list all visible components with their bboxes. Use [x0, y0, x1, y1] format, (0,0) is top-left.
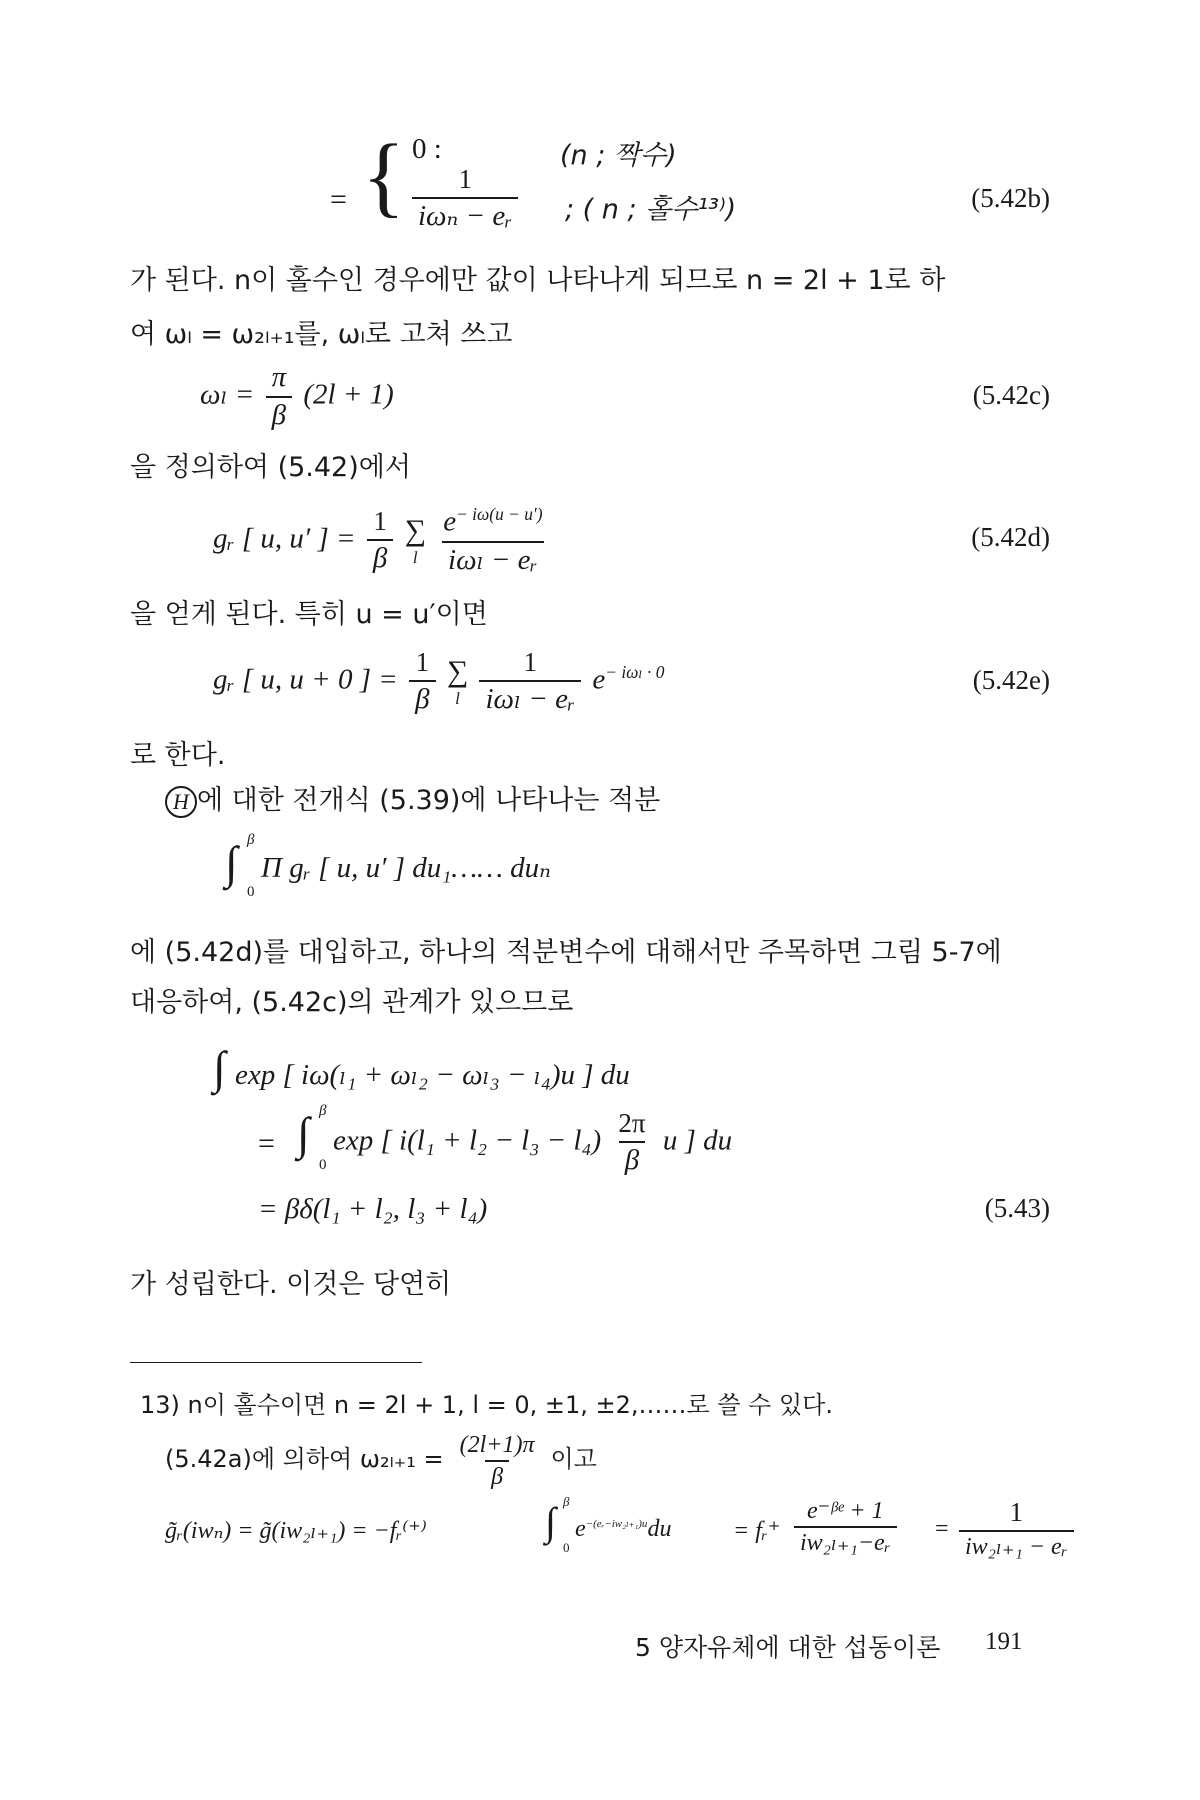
- eq-5-42d-exponent: − iω(u − u′): [456, 504, 543, 524]
- case-odd-denominator: iωₙ − eᵣ: [412, 197, 518, 233]
- paragraph-3: 을 얻게 된다. 특히 u = u′이면: [130, 599, 488, 630]
- eq-5-42d-numerator: $e^{- i\omega(u - u')}$: [443, 504, 543, 538]
- integral-body: Π gᵣ [ u, u′ ] du₁…… duₙ: [261, 852, 551, 884]
- paragraph-1-line-1: 가 된다. n이 홀수인 경우에만 값이 나타나게 되므로 n = 2l + 1로 하: [130, 265, 946, 296]
- paragraph-7: 가 성립한다. 이것은 당연히: [130, 1269, 452, 1300]
- sum-index: l: [455, 688, 460, 708]
- integral-upper-limit: β: [247, 832, 255, 848]
- eq-5-43-line-1: exp [ iω(ₗ₁ + ωₗ₂ − ωₗ₃ − ₗ₄)u ] du: [235, 1059, 630, 1091]
- sum-sign: ∑: [446, 654, 469, 688]
- integral-lower-limit: 0: [247, 884, 255, 900]
- footnote-fraction-2: $\frac{1}{\text{iw₂ₗ₊₁ − eᵣ}}$: [955, 1498, 1078, 1560]
- integral-block: [225, 832, 645, 912]
- sum-index: l: [412, 547, 418, 567]
- case-odd-fraction: [408, 165, 522, 233]
- paragraph-5: H 에 대한 전개식 (5.39)에 나타나는 적분: [165, 778, 660, 818]
- eq-5-42c: [200, 362, 394, 432]
- eq-5-42e: [213, 648, 664, 716]
- eq-5-43-two-pi: 2π: [618, 1108, 646, 1138]
- footnote-line-2-post: 이고: [550, 1444, 597, 1473]
- eq-5-42e-tail: e: [592, 663, 606, 696]
- eq-number-5-42e: (5.42e): [972, 665, 1050, 695]
- page-number: 191: [985, 1628, 1023, 1655]
- footnote-int-body: $e^{-(eᵣ-iw_{2l+1})u}du$: [575, 1516, 672, 1542]
- footnote-line-2: [165, 1432, 597, 1491]
- footnote-separator: [130, 1362, 422, 1363]
- eq-5-43-line-3: = βδ(l₁ + l₂, l₃ + l₄): [258, 1193, 488, 1225]
- integral-sign: ∫: [297, 1108, 310, 1159]
- footnote-int-lower: 0: [563, 1540, 570, 1555]
- eq-5-43-upper-limit: β: [319, 1103, 327, 1119]
- eq-5-42d-beta: β: [367, 539, 393, 575]
- paragraph-2: 을 정의하여 (5.42)에서: [130, 452, 411, 483]
- eq-number-5-42c: (5.42c): [972, 380, 1050, 410]
- footnote-line-3: [165, 1494, 1068, 1568]
- eq-5-42e-beta: β: [409, 680, 435, 716]
- chapter-title-footer: 5 양자유체에 대한 섭동이론: [635, 1633, 941, 1662]
- eq-5-42d: [213, 505, 553, 576]
- eq-5-42d-denominator: iωₗ − eᵣ: [442, 541, 544, 577]
- footnote-fraction-1: $\frac{\text{e⁻ᵝᵉ + 1}}{\text{iw₂ₗ₊₁−eᵣ}}$: [790, 1498, 901, 1557]
- eq-number-5-43: (5.43): [984, 1193, 1050, 1223]
- eq-5-42d-lhs: gᵣ [ u, u′ ] =: [213, 522, 356, 555]
- paragraph-4: 로 한다.: [130, 740, 226, 771]
- eq-number-5-42d: (5.42d): [971, 522, 1050, 552]
- eq-number-5-42b: (5.42b): [971, 183, 1050, 213]
- integral-sign: ∫: [213, 1042, 226, 1093]
- footnote-line-2-pre: (5.42a)에 의하여 ω₂ₗ₊₁ =: [165, 1444, 444, 1473]
- eq-5-43-lower-limit: 0: [319, 1157, 327, 1173]
- eq-5-42b: [320, 125, 760, 240]
- eq-5-42e-lhs: gᵣ [ u, u + 0 ] =: [213, 663, 398, 696]
- eq-5-42c-rhs: (2l + 1): [303, 378, 394, 411]
- footnote-mid: = fᵣ⁺: [733, 1518, 781, 1544]
- footnote-line-3-lhs: g̃ᵣ(iwₙ) = g̃(iw₂ₗ₊₁) = −fᵣ⁽⁺⁾: [165, 1518, 427, 1544]
- sum-sign: ∑: [404, 513, 426, 547]
- integral-sign: ∫: [225, 837, 238, 888]
- eq-5-42c-beta: β: [266, 396, 292, 432]
- footnote-int-upper: β: [563, 1494, 570, 1509]
- eq-5-43: [213, 1042, 813, 1235]
- paragraph-6-line-1: 에 (5.42d)를 대입하고, 하나의 적분변수에 대해서만 주목하면 그림 5-7에: [130, 937, 1002, 968]
- circled-h-symbol: H: [165, 786, 197, 818]
- eq-5-43-line-2: exp [ i(l₁ + l₂ − l₃ − l₄) $\frac{2\pi}{\beta}$ u ] du: [333, 1108, 733, 1176]
- case-odd-condition: ; ( n ; 홀수¹³⁾): [565, 194, 737, 225]
- paragraph-1-line-2: 여 ωₗ = ω₂ₗ₊₁를, ωₗ로 고쳐 쓰고: [130, 319, 513, 350]
- integral-sign: ∫: [545, 1499, 556, 1544]
- eq-5-42d-one: 1: [373, 505, 387, 536]
- paragraph-6-line-2: 대응하여, (5.42c)의 관계가 있으므로: [130, 987, 574, 1018]
- case-even-condition: (n ; 짝수): [560, 140, 677, 171]
- eq-5-42e-tail-exponent: − iωₗ · 0: [605, 661, 665, 682]
- eq-5-42e-denominator: iωₗ − eᵣ: [479, 680, 581, 716]
- case-even-value: 0 :: [412, 133, 442, 165]
- eq-5-42e-numerator: 1: [523, 647, 538, 677]
- equals-sign: =: [258, 1127, 275, 1160]
- footnote-frac-den: β: [485, 1460, 509, 1490]
- eq-5-42e-one: 1: [415, 647, 430, 677]
- footnote-frac-num: (2l+1)π: [459, 1432, 535, 1458]
- case-odd-numerator: 1: [458, 164, 472, 194]
- eq-5-42c-pi: π: [271, 361, 287, 393]
- footnote-equals: =: [935, 1516, 949, 1542]
- eq-5-42c-lhs: ωₗ =: [200, 378, 255, 411]
- equals-sign: =: [330, 183, 347, 216]
- footnote-line-1: 13) n이 홀수이면 n = 2l + 1, l = 0, ±1, ±2,……로 쓸 수 있다.: [140, 1391, 833, 1419]
- left-brace: {: [362, 127, 406, 226]
- eq-5-43-beta: β: [619, 1141, 645, 1177]
